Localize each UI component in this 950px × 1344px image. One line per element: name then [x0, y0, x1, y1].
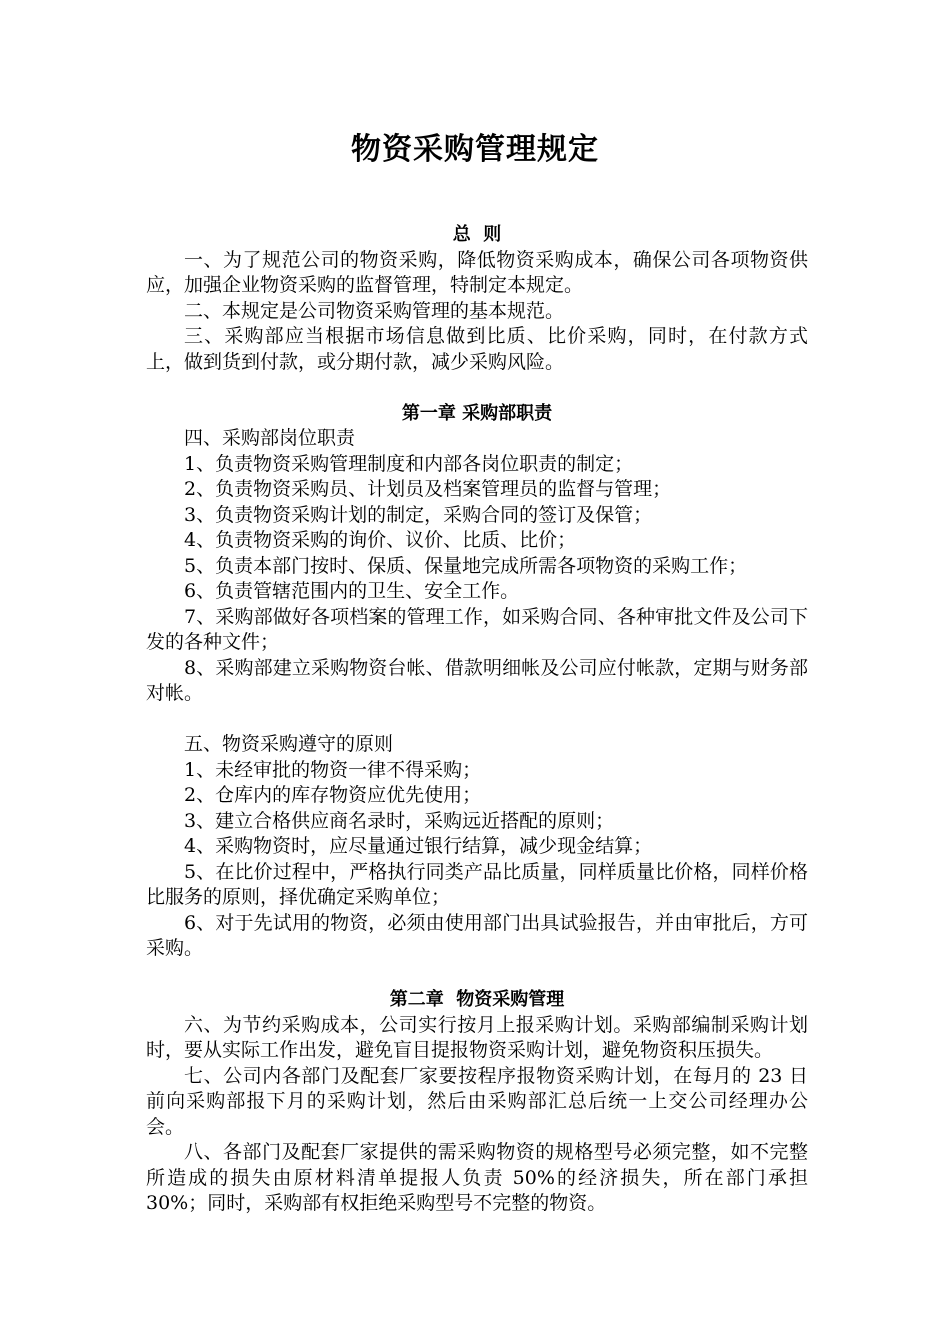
paragraph: 二、本规定是公司物资采购管理的基本规范。	[184, 299, 565, 322]
paragraph: 三、采购部应当根据市场信息做到比质、比价采购，同时，在付款方式上，做到货到付款，或分期付款，减少采购风险。	[146, 325, 808, 373]
item-title: 四、采购部岗位职责	[184, 427, 356, 449]
list-item: 5、负责本部门按时、保质、保量地完成所需各项物资的采购工作；	[184, 554, 748, 577]
item-title: 五、物资采购遵守的原则	[184, 733, 394, 755]
list-item: 2、仓库内的库存物资应优先使用；	[184, 784, 482, 806]
section-heading-chapter1: 第一章 采购部职责	[401, 402, 553, 424]
document-title: 物资采购管理规定	[351, 132, 599, 167]
document-body	[146, 222, 808, 1217]
list-item: 5、在比价过程中，严格执行同类产品比质量，同样质量比价格，同样价格比服务的原则，择优确定采购单位；	[146, 860, 808, 908]
list-item: 6、负责管辖范围内的卫生、安全工作。	[184, 580, 520, 602]
list-item: 4、采购物资时，应尽量通过银行结算，减少现金结算；	[184, 835, 653, 857]
list-item: 7、采购部做好各项档案的管理工作，如采购合同、各种审批文件及公司下发的各种文件；	[146, 605, 808, 653]
section-heading-general: 总 则	[452, 224, 502, 245]
paragraph: 八、各部门及配套厂家提供的需采购物资的规格型号必须完整，如不完整所造成的损失由原材料清单提报人负责 50%的经济损失，所在部门承担 30%；同时，采购部有权拒绝采购型号不完整的物资。	[146, 1141, 808, 1214]
paragraph: 七、公司内各部门及配套厂家要按程序报物资采购计划，在每月的 23 日前向采购部报下月的采购计划，然后由采购部汇总后统一上交公司经理办公会。	[146, 1064, 808, 1138]
spacer	[146, 375, 808, 401]
list-item: 6、对于先试用的物资，必须由使用部门出具试验报告，并由审批后，方可采购。	[146, 911, 808, 959]
list-item: 1、负责物资采购管理制度和内部各岗位职责的制定；	[184, 452, 634, 475]
list-item: 3、建立合格供应商名录时，采购远近搭配的原则；	[184, 809, 615, 832]
list-item: 1、未经审批的物资一律不得采购；	[184, 758, 482, 781]
list-item: 8、采购部建立采购物资台帐、借款明细帐及公司应付帐款，定期与财务部对帐。	[146, 656, 808, 704]
section-heading-chapter2: 第二章 物资采购管理	[389, 989, 565, 1010]
list-item: 2、负责物资采购员、计划员及档案管理员的监督与管理；	[184, 478, 672, 500]
spacer	[146, 707, 808, 733]
list-item: 4、负责物资采购的询价、议价、比质、比价；	[184, 529, 577, 551]
spacer	[146, 962, 808, 988]
paragraph: 一、为了规范公司的物资采购，降低物资采购成本，确保公司各项物资供应，加强企业物资采购的监督管理，特制定本规定。	[146, 248, 808, 296]
list-item: 3、负责物资采购计划的制定，采购合同的签订及保管；	[184, 503, 653, 526]
paragraph: 六、为节约采购成本，公司实行按月上报采购计划。采购部编制采购计划时，要从实际工作出发，避免盲目提报物资采购计划，避免物资积压损失。	[146, 1013, 808, 1061]
